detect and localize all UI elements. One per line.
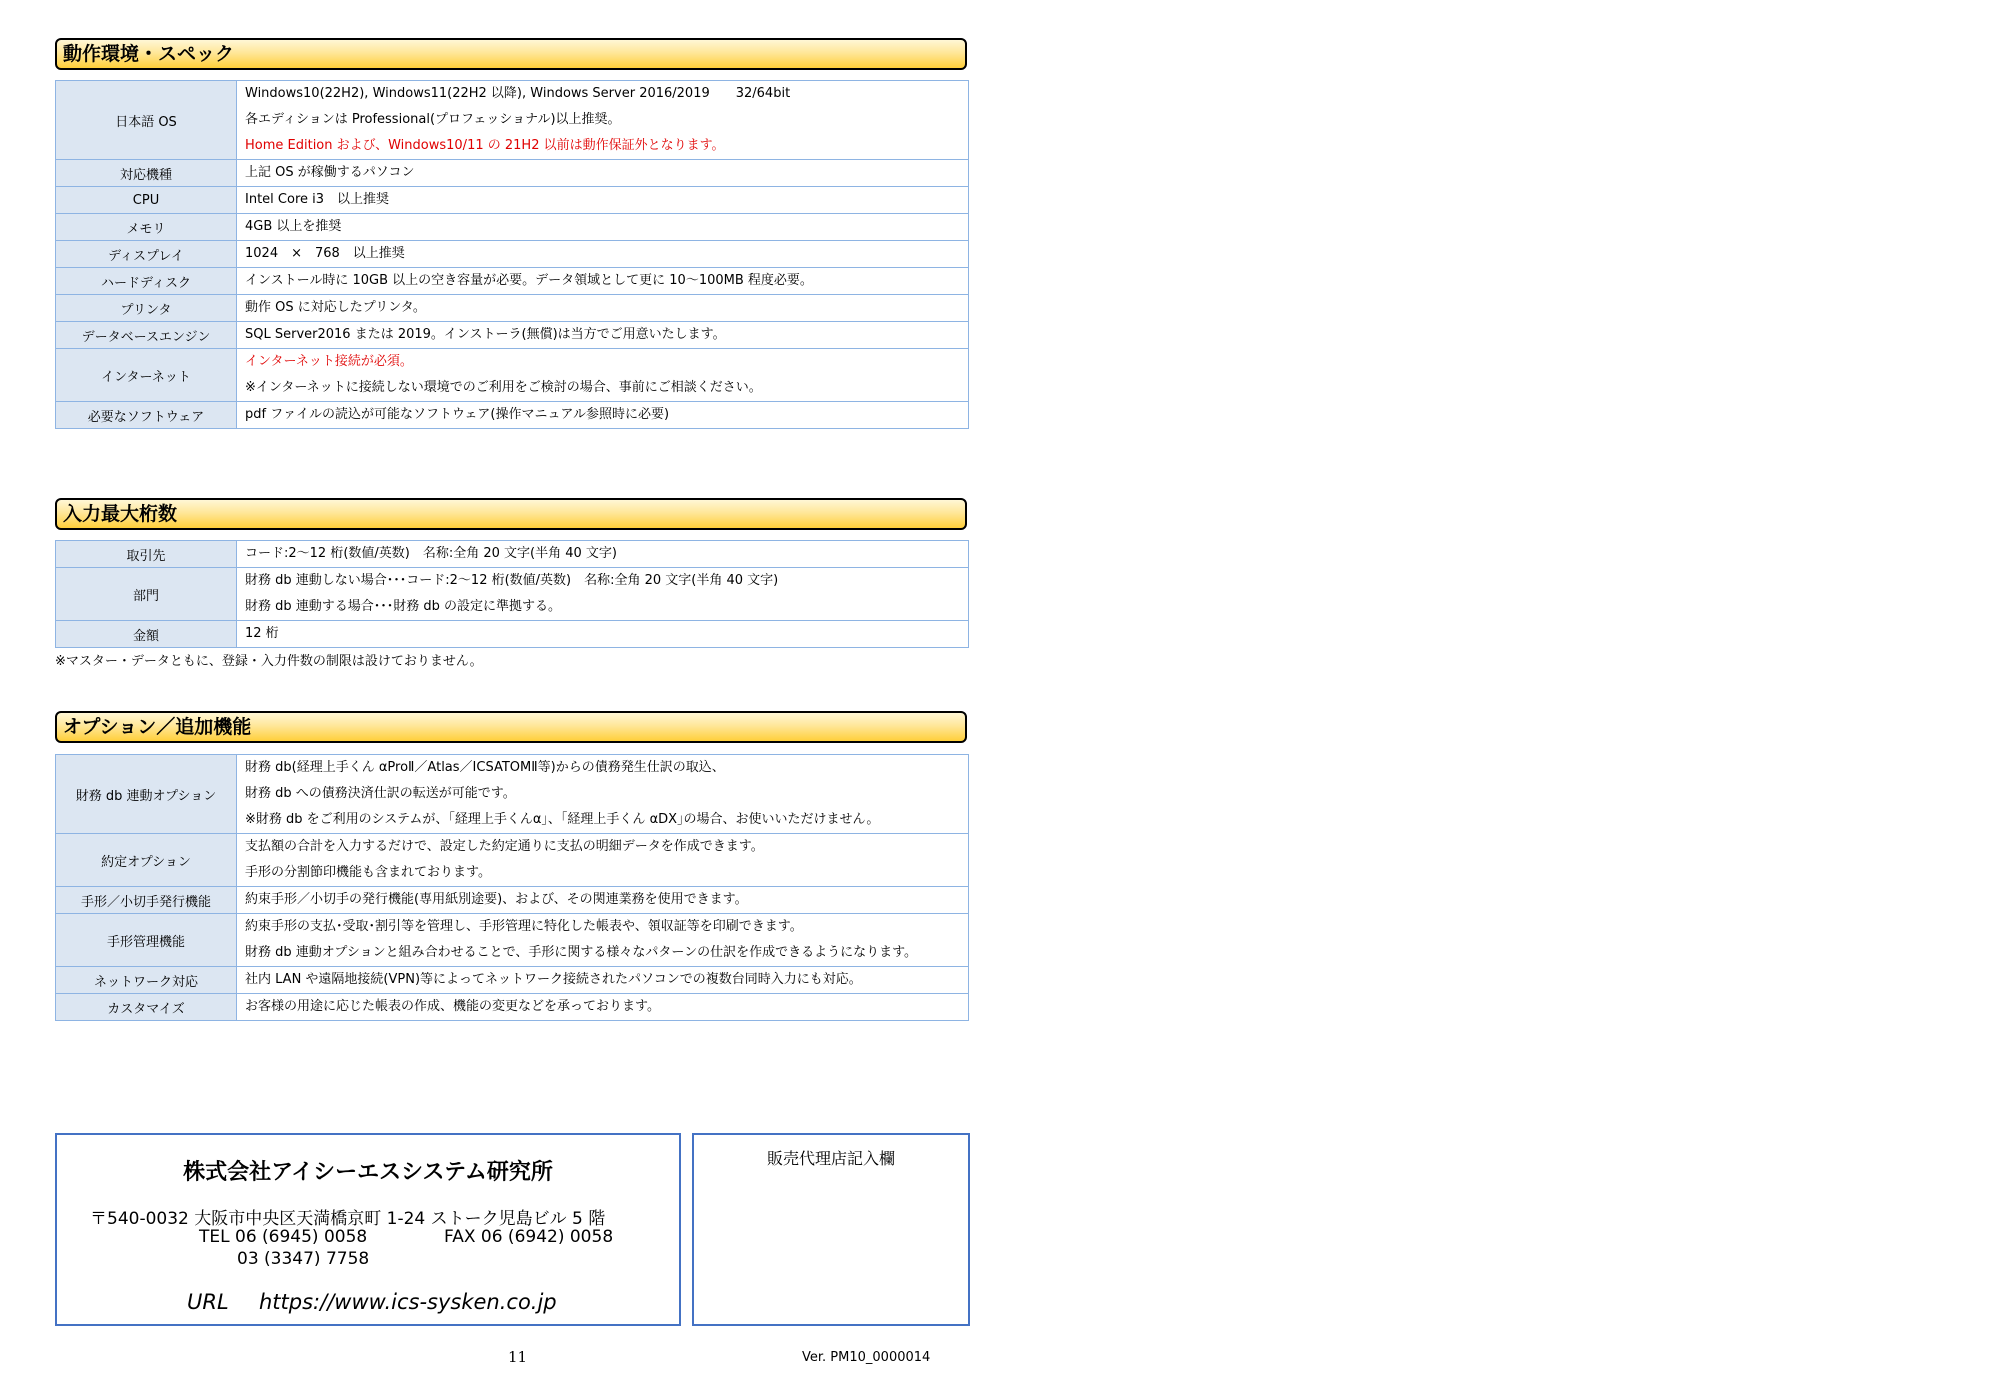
company-tel-tokyo: 03 (3347) 7758: [237, 1249, 370, 1269]
input-note: ※マスター・データともに、登録・入力件数の制限は設けておりません。: [55, 654, 483, 669]
value-line: 上記 OS が稼働するパソコン: [245, 165, 415, 180]
row-label: データベースエンジン: [56, 322, 237, 349]
table-row: [56, 295, 969, 322]
row-value: [237, 241, 969, 268]
row-label: 部門: [56, 568, 237, 621]
company-address: 〒540-0032 大阪市中央区天満橋京町 1-24 ストーク児島ビル 5 階: [90, 1209, 606, 1229]
row-value: [237, 160, 969, 187]
table-row: [56, 914, 969, 967]
table-row: [56, 402, 969, 429]
value-line: お客様の用途に応じた帳表の作成、機能の変更などを承っております。: [245, 999, 660, 1014]
value-line: Windows10(22H2), Windows11(22H2 以降), Windows Server 2016/2019 32/64bit: [245, 86, 791, 101]
options-table: [55, 754, 969, 1021]
company-tel: TEL 06 (6945) 0058: [199, 1227, 368, 1247]
value-line: 4GB 以上を推奨: [245, 219, 342, 234]
spec-table: [55, 80, 969, 429]
row-value: [237, 187, 969, 214]
row-label: メモリ: [56, 214, 237, 241]
row-value: [237, 994, 969, 1021]
row-label: 金額: [56, 621, 237, 648]
value-line: 各エディションは Professional(プロフェッショナル)以上推奨。: [245, 112, 621, 127]
table-row: [56, 81, 969, 160]
table-row: [56, 755, 969, 834]
value-line: ※財務 db をご利用のシステムが、｢経理上手くんα｣、｢経理上手くん αDX｣の場合、お使いいただけません。: [245, 812, 880, 827]
value-line: Intel Core i3 以上推奨: [245, 192, 390, 207]
row-label: プリンタ: [56, 295, 237, 322]
url-label: URL: [187, 1290, 229, 1314]
value-line: 財務 db への債務決済仕訳の転送が可能です。: [245, 786, 516, 801]
row-label: 手形／小切手発行機能: [56, 887, 237, 914]
page-number: 11: [508, 1348, 528, 1366]
row-label: 日本語 OS: [56, 81, 237, 160]
company-info-box: [55, 1133, 681, 1326]
value-line: Home Edition および、Windows10/11 の 21H2 以前は動作保証外となります。: [245, 138, 725, 153]
row-label: ディスプレイ: [56, 241, 237, 268]
value-line: インストール時に 10GB 以上の空き容量が必要。データ領域として更に 10～100MB 程度必要。: [245, 273, 813, 288]
table-row: [56, 834, 969, 887]
row-value: [237, 541, 969, 568]
value-line: ※インターネットに接続しない環境でのご利用をご検討の場合、事前にご相談ください。: [245, 380, 762, 395]
company-url[interactable]: https://www.ics-sysken.co.jp: [259, 1290, 557, 1314]
row-label: 約定オプション: [56, 834, 237, 887]
value-line: 財務 db 連動しない場合･･･コード:2～12 桁(数値/英数) 名称:全角 20 文字(半角 40 文字): [245, 573, 779, 588]
row-label: ネットワーク対応: [56, 967, 237, 994]
company-name: 株式会社アイシーエスシステム研究所: [183, 1160, 553, 1185]
table-row: [56, 887, 969, 914]
table-row: [56, 994, 969, 1021]
row-value: [237, 214, 969, 241]
value-line: 手形の分割節印機能も含まれております。: [245, 865, 491, 880]
row-value: [237, 295, 969, 322]
row-label: CPU: [56, 187, 237, 214]
spec-heading: 動作環境・スペック: [55, 38, 967, 70]
table-row: [56, 160, 969, 187]
row-label: 財務 db 連動オプション: [56, 755, 237, 834]
row-value: [237, 268, 969, 295]
row-label: 必要なソフトウェア: [56, 402, 237, 429]
value-line: 社内 LAN や遠隔地接続(VPN)等によってネットワーク接続されたパソコンでの複数台同時入力にも対応。: [245, 972, 862, 987]
company-fax: FAX 06 (6942) 0058: [444, 1227, 614, 1247]
version-label: Ver. PM10_0000014: [802, 1350, 931, 1365]
table-row: [56, 621, 969, 648]
row-value: [237, 834, 969, 887]
value-line: 支払額の合計を入力するだけで、設定した約定通りに支払の明細データを作成できます。: [245, 839, 764, 854]
table-row: [56, 241, 969, 268]
agent-label: 販売代理店記入欄: [766, 1149, 895, 1168]
table-row: [56, 349, 969, 402]
row-value: [237, 349, 969, 402]
row-value: [237, 322, 969, 349]
value-line: 財務 db 連動する場合･･･財務 db の設定に準拠する。: [245, 599, 562, 614]
value-line: コード:2～12 桁(数値/英数) 名称:全角 20 文字(半角 40 文字): [245, 546, 617, 561]
row-value: [237, 402, 969, 429]
value-line: 約束手形の支払･受取･割引等を管理し、手形管理に特化した帳表や、領収証等を印刷できます。: [245, 919, 803, 934]
table-row: [56, 541, 969, 568]
row-label: ハードディスク: [56, 268, 237, 295]
table-row: [56, 268, 969, 295]
value-line: SQL Server2016 または 2019。インストーラ(無償)は当方でご用意いたします。: [245, 327, 726, 342]
table-row: [56, 568, 969, 621]
row-value: [237, 568, 969, 621]
row-value: [237, 914, 969, 967]
row-label: インターネット: [56, 349, 237, 402]
row-label: カスタマイズ: [56, 994, 237, 1021]
value-line: 12 桁: [245, 626, 279, 641]
value-line: 約束手形／小切手の発行機能(専用紙別途要)、および、その関連業務を使用できます。: [245, 892, 748, 907]
table-row: [56, 187, 969, 214]
value-line: 1024 × 768 以上推奨: [245, 246, 405, 261]
value-line: 財務 db 連動オプションと組み合わせることで、手形に関する様々なパターンの仕訳を作成できるようになります。: [245, 945, 918, 960]
row-value: [237, 81, 969, 160]
row-value: [237, 755, 969, 834]
table-row: [56, 967, 969, 994]
value-line: pdf ファイルの読込が可能なソフトウェア(操作マニュアル参照時に必要): [245, 407, 670, 422]
row-label: 取引先: [56, 541, 237, 568]
value-line: 動作 OS に対応したプリンタ。: [245, 300, 426, 315]
table-row: [56, 214, 969, 241]
value-line: 財務 db(経理上手くん αProⅡ／Atlas／ICSATOMⅡ等)からの債務発生仕訳の取込、: [245, 760, 725, 775]
row-value: [237, 967, 969, 994]
input-table: [55, 540, 969, 648]
row-value: [237, 621, 969, 648]
options-heading: オプション／追加機能: [55, 711, 967, 743]
input-heading: 入力最大桁数: [55, 498, 967, 530]
row-label: 手形管理機能: [56, 914, 237, 967]
agent-entry-box: [692, 1133, 970, 1326]
row-value: [237, 887, 969, 914]
value-line: インターネット接続が必須。: [245, 354, 413, 369]
row-label: 対応機種: [56, 160, 237, 187]
table-row: [56, 322, 969, 349]
